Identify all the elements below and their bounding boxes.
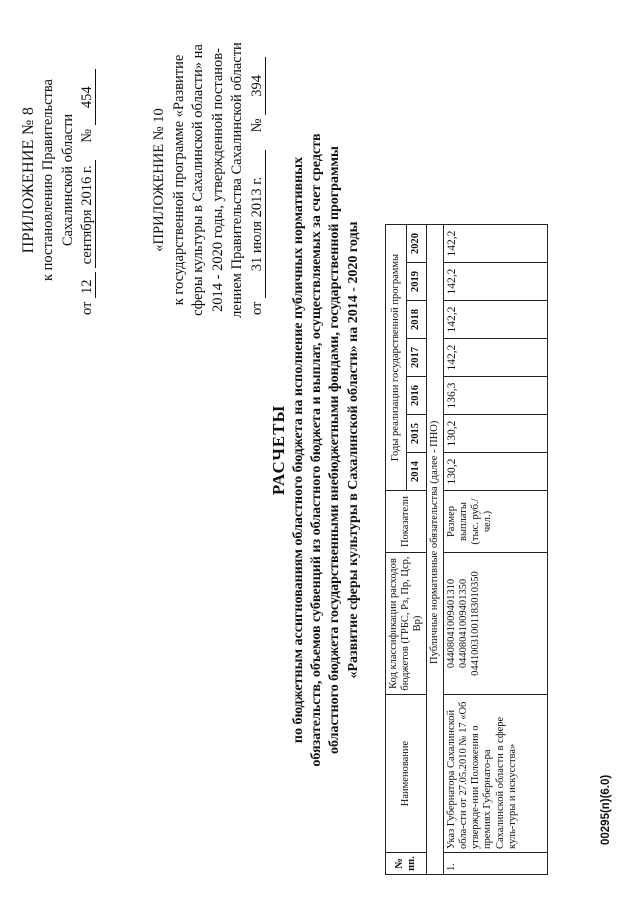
appendix-10-line2: сферы культуры в Сахалинской области» на <box>190 44 207 316</box>
title-line3: областного бюджета государственными внебюджетными фондами, государственной программы <box>327 146 343 754</box>
row-value-2018: 142,2 <box>444 301 548 339</box>
appendix-10-line1: к государственной программе «Развитие <box>170 54 187 306</box>
appendix-10-block <box>150 15 267 345</box>
row-code-2: 04408041009401350 <box>458 578 470 669</box>
title-line1: по бюджетным ассигнованиям областного бюджета на исполнение публичных нормативных <box>291 156 307 744</box>
appendix-8-day: 12 <box>80 272 96 298</box>
title-heading: РАСЧЕТЫ <box>269 404 288 496</box>
header-year-2016: 2016 <box>406 377 427 415</box>
title-line4: «Развитие сферы культуры в Сахалинской области» на 2014 - 2020 годы <box>345 221 361 679</box>
appendix-10-number: 394 <box>250 57 266 115</box>
appendix-10-date: 31 июля 2013 г. <box>250 150 266 298</box>
appendix-10-line3: 2014 - 2020 годы, утвержденной постанов- <box>209 48 226 312</box>
table-row <box>444 225 548 875</box>
header-code: Код классификации расходов бюджетов (ГРБС, Рз, Пр, Цср, Вр) <box>386 553 427 695</box>
appendix-10-from: от <box>248 301 265 315</box>
appendix-8-title: ПРИЛОЖЕНИЕ № 8 <box>20 106 37 254</box>
header-year-2014: 2014 <box>406 453 427 491</box>
row-codes <box>444 553 548 695</box>
table-section-row <box>427 225 444 875</box>
header-year-2017: 2017 <box>406 339 427 377</box>
header-year-2018: 2018 <box>406 301 427 339</box>
appendix-8-from: от <box>78 301 95 315</box>
title-line2: обязательств, объемов субвенций из областного бюджета и выплат, осуществляемых за счет средств <box>309 133 325 767</box>
document-title <box>268 85 363 815</box>
row-value-2017: 142,2 <box>444 339 548 377</box>
row-number: 1. <box>444 853 548 875</box>
spending-table <box>385 224 548 875</box>
row-code-1: 04408041009401310 <box>446 578 458 669</box>
appendix-10-date-line <box>248 15 268 345</box>
appendix-10-line4: лением Правительства Сахалинской области <box>229 42 246 318</box>
table-header-row <box>386 225 407 875</box>
header-years-group: Годы реализации государственной программы <box>386 225 407 491</box>
appendix-8-number-sign: № <box>78 128 95 143</box>
row-code-3: 04410031001183010350 <box>470 571 482 676</box>
appendix-10-title: «ПРИЛОЖЕНИЕ № 10 <box>151 108 167 252</box>
appendix-10-number-sign: № <box>248 118 265 133</box>
header-name: Наименование <box>386 695 427 853</box>
row-value-2019: 142,2 <box>444 263 548 301</box>
row-value-2016: 136,3 <box>444 377 548 415</box>
appendix-8-number: 454 <box>80 69 96 125</box>
appendix-8-date-line <box>78 15 97 345</box>
row-name: Указ Губернатора Сахалинской обла-сти от 27.05.2010 № 17 «Об утвержде-нии Положения о премиях Губернато-ра Сахалинской области в сфере куль-туры и искусства» <box>444 695 548 853</box>
row-value-2020: 142,2 <box>444 225 548 263</box>
footer-form-code: 00295(п)(6.0) <box>600 774 612 845</box>
header-indicator: Показатели <box>386 491 427 553</box>
section-label: Публичные нормативные обязательства (далее - ПНО) <box>427 225 444 875</box>
appendix-8-line2: Сахалинской области <box>59 113 76 247</box>
appendix-8-block <box>18 15 97 345</box>
header-year-2020: 2020 <box>406 225 427 263</box>
header-no: № пп. <box>386 853 427 875</box>
appendix-8-month-year: сентября 2016 г. <box>80 160 96 268</box>
appendix-8-line1: к постановлению Правительства <box>40 79 57 281</box>
row-value-2014: 130,2 <box>444 453 548 491</box>
row-value-2015: 130,2 <box>444 415 548 453</box>
row-indicator: Размер выплаты (тыс. руб./чел.) <box>444 491 548 553</box>
header-year-2015: 2015 <box>406 415 427 453</box>
header-year-2019: 2019 <box>406 263 427 301</box>
